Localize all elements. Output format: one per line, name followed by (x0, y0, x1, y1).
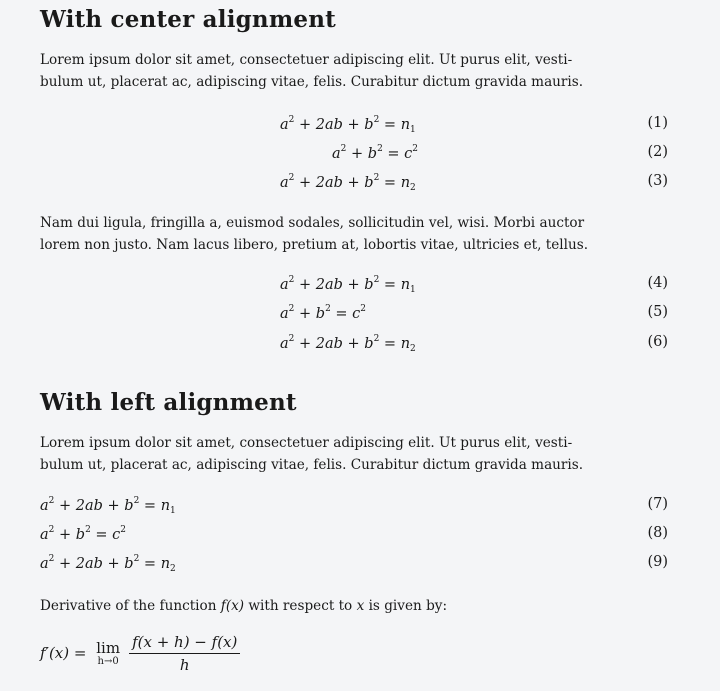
equation-number: (9) (647, 554, 668, 570)
paragraph-line: bulum ut, placerat ac, adipiscing vitae, felis. Curabitur dictum gravida mauris. (40, 74, 584, 90)
equation-number: (5) (647, 304, 668, 320)
equation-row (0, 144, 720, 168)
section-heading-center: With center alignment (40, 6, 336, 33)
equation-7: $a^2 + 2ab + b^2 = n_1$ (40, 496, 176, 516)
equation-2: $a^2 + b^2 = c^2$ (332, 144, 419, 162)
equation-3: $a^2 + 2ab + b^2 = n_2$ (280, 173, 416, 193)
function-symbol: f(x) (220, 598, 245, 614)
equation-9: $a^2 + 2ab + b^2 = n_2$ (40, 554, 176, 574)
equation-8: $a^2 + b^2 = c^2$ (40, 525, 127, 543)
equation-5: $a^2 + b^2 = c^2$ (280, 304, 367, 322)
equation-number: (7) (647, 496, 668, 512)
equation-row (0, 173, 720, 197)
paragraph-lorem-left (40, 432, 670, 476)
fraction-denominator: h (179, 655, 190, 674)
equation-row (0, 115, 720, 139)
variable-symbol: x (356, 598, 365, 614)
paragraph-line: bulum ut, placerat ac, adipiscing vitae, felis. Curabitur dictum gravida mauris. (40, 457, 584, 473)
equation-1: $a^2 + 2ab + b^2 = n_1$ (280, 115, 416, 135)
equation-6: $a^2 + 2ab + b^2 = n_2$ (280, 334, 416, 354)
equation-number: (4) (647, 275, 668, 291)
paragraph-line: Lorem ipsum dolor sit amet, consectetuer adipiscing elit. Ut purus elit, vesti- (40, 52, 573, 68)
paragraph-line: Lorem ipsum dolor sit amet, consectetuer adipiscing elit. Ut purus elit, vesti- (40, 435, 573, 451)
equation-4: $a^2 + 2ab + b^2 = n_1$ (280, 275, 416, 295)
derivative-formula: f′(x) = lim h→0 $\frac{f(x + h) - f(x)}{h}$ (40, 628, 240, 678)
derivative-intro: Derivative of the function f(x) with respect to x is given by: (40, 598, 448, 614)
equation-number: (1) (647, 115, 668, 131)
fraction-numerator: f(x + h) − f(x) (129, 633, 240, 654)
equation-number: (8) (647, 525, 668, 541)
section-heading-left: With left alignment (40, 389, 297, 416)
equation-row (0, 334, 720, 358)
limit-operator: lim h→0 (96, 638, 121, 667)
equation-number: (2) (647, 144, 668, 160)
equation-number: (6) (647, 334, 668, 350)
paragraph-line: Nam dui ligula, fringilla a, euismod sodales, sollicitudin vel, wisi. Morbi auctor (40, 215, 585, 231)
equation-number: (3) (647, 173, 668, 189)
equation-row (0, 525, 720, 549)
equation-row (0, 275, 720, 299)
difference-quotient (129, 633, 240, 674)
equation-row (0, 496, 720, 520)
paragraph-lorem-center (40, 49, 670, 93)
equation-row (0, 304, 720, 328)
paragraph-nam-dui (40, 212, 670, 256)
equation-row (0, 554, 720, 578)
paragraph-line: lorem non justo. Nam lacus libero, pretium at, lobortis vitae, ultricies et, tellus. (40, 237, 589, 253)
derivative-lhs: f′(x) (40, 644, 70, 662)
